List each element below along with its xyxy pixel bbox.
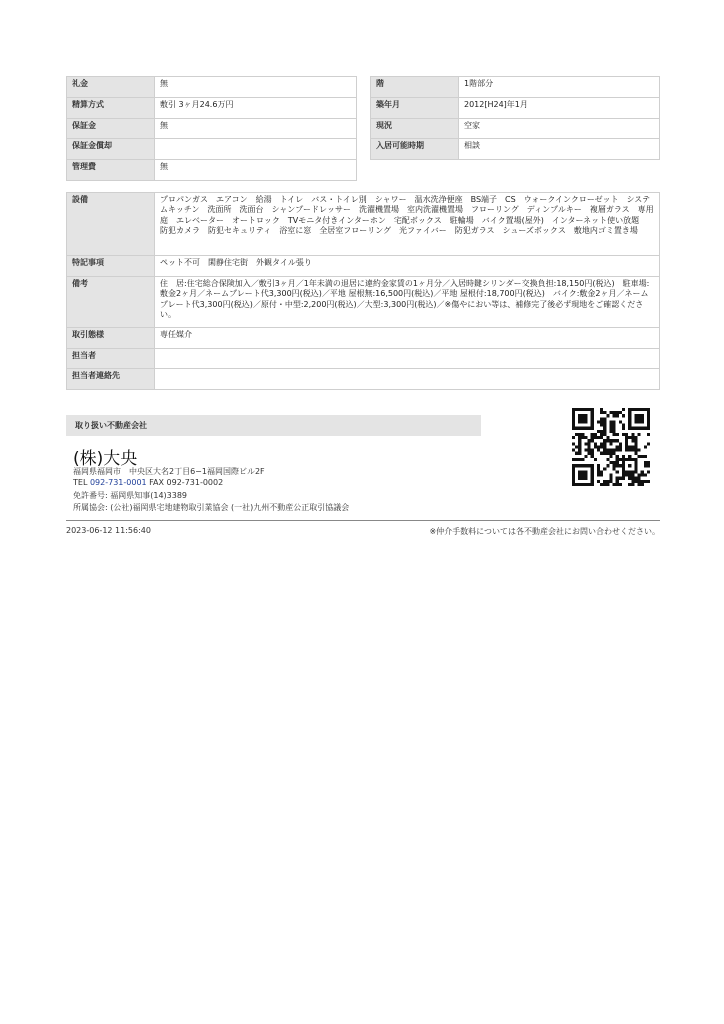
print-timestamp: 2023-06-12 11:56:40: [66, 526, 151, 535]
table-row: [67, 160, 357, 181]
row-label: 築年月: [371, 97, 459, 118]
row-label: 特記事項: [67, 256, 155, 277]
row-value: 2012[H24]年1月: [459, 97, 660, 118]
row-label: 設備: [67, 193, 155, 256]
row-value: 住 居:住宅総合保険加入／敷引3ヶ月／1年未満の退居に違約金家賃の1ヶ月分／入居時鍵シリンダー交換負担:18,150円(税込) 駐車場:敷金2ヶ月／ネームプレート代3,300円(税込)／平地 屋根無:16,500円(税込)／平地 屋根付:18,700円(税込) バイク:敷金2ヶ月／ネームプレート代3,300円(税込)／原付・中型:2,200円(税込)／大型:3,300円(税込)／※傷やにおい等は、補修完了後必ず現地をご確認ください。: [155, 276, 660, 327]
table-row: [371, 97, 660, 118]
row-label: 管理費: [67, 160, 155, 181]
row-value: 専任媒介: [155, 327, 660, 348]
rent-terms-table: [66, 76, 357, 181]
row-label: 現況: [371, 118, 459, 139]
table-row: [67, 139, 357, 160]
company-name: (株)大央: [73, 449, 138, 469]
qr-code-icon: [572, 408, 650, 486]
property-status-table: [370, 76, 660, 160]
tel-label: TEL: [73, 478, 90, 487]
row-value: 無: [155, 77, 357, 98]
row-value: 無: [155, 118, 357, 139]
table-row: [67, 97, 357, 118]
fax-number: FAX 092-731-0002: [146, 478, 224, 487]
row-value: [155, 348, 660, 369]
row-value: [155, 369, 660, 390]
tel-link[interactable]: 092-731-0001: [89, 478, 147, 487]
row-value: 無: [155, 160, 357, 181]
footer-divider: [66, 520, 660, 521]
row-label: 階: [371, 77, 459, 98]
row-value: ペット不可 閑静住宅街 外観タイル張り: [155, 256, 660, 277]
table-row: [371, 139, 660, 160]
row-value: プロパンガス エアコン 給湯 トイレ バス・トイレ別 シャワー 温水洗浄便座 BS端子 CS ウォークインクローゼット システムキッチン 洗面所 洗面台 シャンプードレッサー 洗濯機置場 室内洗濯機置場 フローリング ディンプルキー 複層ガラス 専用庭 エレベーター オートロック TVモニタ付きインターホン 宅配ボックス 駐輪場 バイク置場(屋外) インターネット使い放題 防犯カメラ 防犯セキュリティ 浴室に窓 全居室フローリング 光ファイバー 防犯ガラス シューズボックス 敷地内ゴミ置き場: [155, 193, 660, 256]
row-value: 相談: [459, 139, 660, 160]
company-phone-line: [73, 478, 223, 487]
association: 所属協会: (公社)福岡県宅地建物取引業協会 (一社)九州不動産公正取引協議会: [73, 503, 350, 512]
row-value: 敷引 3ヶ月24.6万円: [155, 97, 357, 118]
table-row: [67, 348, 660, 369]
table-row: [67, 256, 660, 277]
table-row: [67, 369, 660, 390]
row-label: 取引態様: [67, 327, 155, 348]
table-row: [67, 193, 660, 256]
table-row: [67, 327, 660, 348]
row-label: 保証金償却: [67, 139, 155, 160]
table-row: [371, 118, 660, 139]
table-row: [67, 77, 357, 98]
row-label: 入居可能時期: [371, 139, 459, 160]
license-number: 免許番号: 福岡県知事(14)3389: [73, 491, 188, 500]
company-section-header: 取り扱い不動産会社: [66, 415, 481, 436]
equipment-notes-table: [66, 192, 660, 390]
table-row: [371, 77, 660, 98]
row-value: 空家: [459, 118, 660, 139]
row-label: 精算方式: [67, 97, 155, 118]
brokerage-fee-notice: ※仲介手数料については各不動産会社にお問い合わせください。: [429, 527, 660, 536]
table-row: [67, 118, 357, 139]
row-label: 礼金: [67, 77, 155, 98]
company-address: 福岡県福岡市 中央区大名2丁目6−1福岡国際ビル2F: [73, 467, 265, 476]
row-label: 保証金: [67, 118, 155, 139]
row-value: [155, 139, 357, 160]
row-label: 担当者: [67, 348, 155, 369]
row-label: 担当者連絡先: [67, 369, 155, 390]
row-value: 1階部分: [459, 77, 660, 98]
row-label: 備考: [67, 276, 155, 327]
table-row: [67, 276, 660, 327]
